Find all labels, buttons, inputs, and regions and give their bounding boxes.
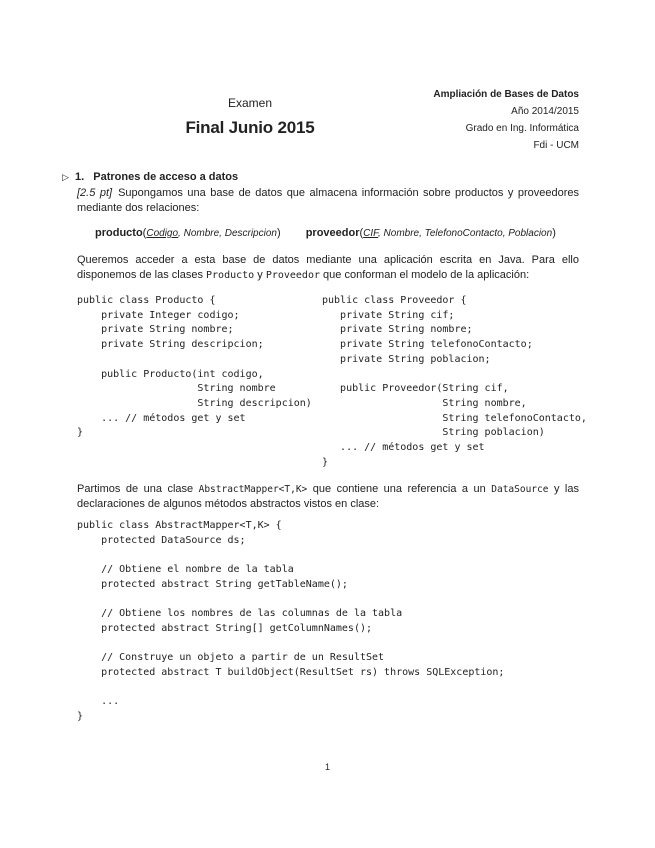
text: Partimos de una clase xyxy=(77,483,199,495)
exam-title: Final Junio 2015 xyxy=(185,118,315,137)
intro-text: Supongamos una base de datos que almacena información sobre productos y proveedores mediante dos relaciones: xyxy=(77,187,579,214)
paren-open: ( xyxy=(359,227,364,239)
model-paragraph xyxy=(77,253,579,283)
code-producto: public class Producto { private Integer codigo; private String nombre; private String descripcion; public Producto(int codigo, String nombre String descripcion) ... // métodos get y set } xyxy=(77,295,312,439)
class-name: Proveedor xyxy=(265,270,320,281)
text: que contiene una referencia a un xyxy=(307,483,492,495)
academic-year: Año 2014/2015 xyxy=(511,106,579,117)
class-name: AbstractMapper<T,K> xyxy=(198,484,308,495)
paren-close: ) xyxy=(552,227,556,239)
section-number: 1. xyxy=(74,171,85,183)
section-heading xyxy=(62,171,238,183)
intro-paragraph xyxy=(77,186,579,216)
paren-close: ) xyxy=(276,227,281,239)
class-name: DataSource xyxy=(491,484,549,495)
code-abstract-mapper: public class AbstractMapper<T,K> { protected DataSource ds; // Obtiene el nombre de la tabla protected abstract String getTableName(); // Obtiene los nombres de las columnas de la tabla protected abstract String[] getColumnNames(); // Construye un objeto a partir de un ResultSet protected abstract T buildObject(ResultSet rs) throws SQLException; ... } xyxy=(77,520,505,723)
code-proveedor: public class Proveedor { private String cif; private String nombre; private String telefonoContacto; private String poblacion; public Proveedor(String cif, String nombre, String telefonoContacto, String poblacion) ... // métodos get y set } xyxy=(322,295,587,468)
course-name: Ampliación de Bases de Datos xyxy=(433,89,579,100)
relation-producto xyxy=(95,227,281,239)
primary-key: Codigo xyxy=(146,228,179,239)
relations-schema xyxy=(95,227,578,239)
page-number: 1 xyxy=(324,762,330,772)
section-title: Patrones de acceso a datos xyxy=(93,171,239,183)
relation-proveedor xyxy=(306,227,556,239)
exam-header xyxy=(150,96,350,138)
paren-open: ( xyxy=(142,227,147,239)
text: y las declaraciones de algunos métodos abstractos vistos en clase: xyxy=(77,483,579,510)
faculty: Fdi - UCM xyxy=(533,140,579,151)
degree: Grado en Ing. Informática xyxy=(465,123,579,134)
mapper-paragraph xyxy=(77,482,579,512)
text: y xyxy=(254,269,266,281)
text: que conforman el modelo de la aplicación: xyxy=(320,269,530,281)
relation-attributes: , Nombre, TelefonoContacto, Poblacion xyxy=(378,228,553,239)
text: Queremos acceder a esta base de datos mediante una aplicación escrita en Java. Para ello disponemos de las clases xyxy=(77,254,579,281)
exam-label: Examen xyxy=(227,96,273,110)
relation-attributes: , Nombre, Descripcion xyxy=(178,228,277,239)
course-info xyxy=(433,86,579,154)
relation-name: proveedor xyxy=(305,227,360,239)
primary-key: CIF xyxy=(363,228,378,239)
relation-name: producto xyxy=(95,227,143,239)
points-label: [2.5 pt] xyxy=(77,187,113,199)
section-marker-icon: ▷ xyxy=(62,172,69,182)
class-name: Producto xyxy=(206,270,255,281)
